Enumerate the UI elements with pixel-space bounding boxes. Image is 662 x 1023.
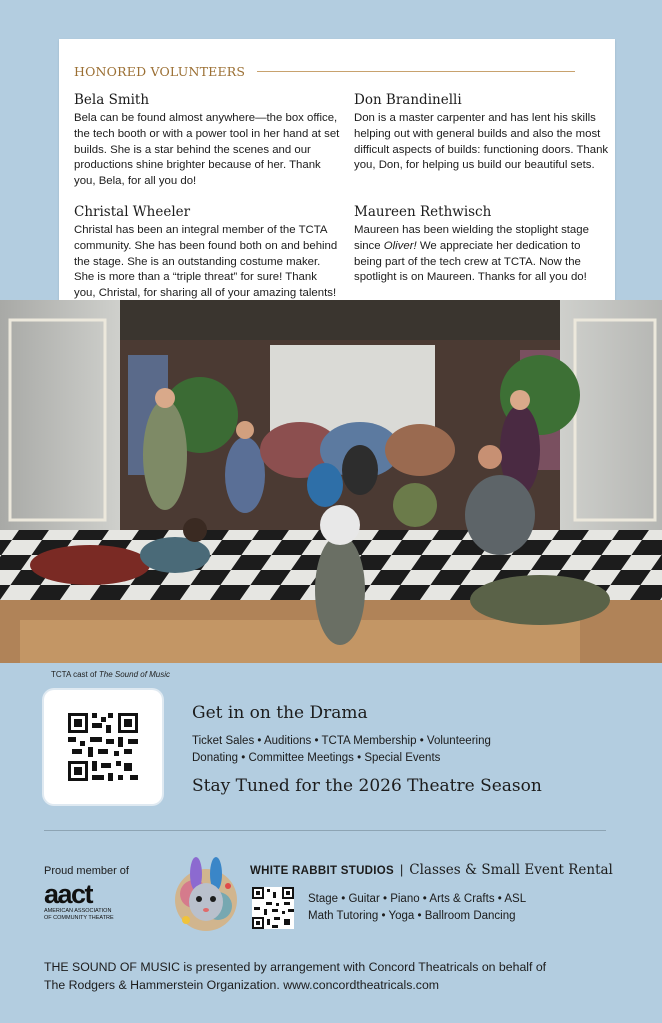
aact-org-line: AMERICAN ASSOCIATION xyxy=(44,908,112,914)
white-rabbit-offerings xyxy=(308,891,526,925)
licensing-note xyxy=(44,958,614,994)
qr-code-frame[interactable] xyxy=(44,690,162,804)
bio-show-title: Oliver! xyxy=(383,239,417,252)
volunteer-bio: Don is a master carpenter and has lent his skills helping out with general builds and also the most difficult aspects of builds: functioning doors. Thank you, Don, for helping us build our beautiful sets. xyxy=(354,112,609,172)
volunteer-bio xyxy=(354,223,604,286)
cast-photo-illustration xyxy=(0,300,662,663)
stay-tuned-heading: Stay Tuned for the 2026 Theatre Season xyxy=(192,776,542,796)
header-rule xyxy=(257,71,575,72)
volunteer-christal-wheeler xyxy=(74,204,340,302)
offerings-line: Stage • Guitar • Piano • Arts & Crafts • ASL xyxy=(308,893,527,905)
bio-text-start: Maureen has been wielding the stoplight stage since xyxy=(354,224,589,252)
photo-caption xyxy=(51,670,170,679)
aact-logo-icon xyxy=(44,880,114,922)
white-rabbit-subtitle: Classes & Small Event Rental xyxy=(409,862,613,878)
caption-show-title: The Sound of Music xyxy=(98,670,171,679)
title-divider: | xyxy=(400,863,404,877)
rabbit-logo-icon xyxy=(172,856,240,936)
volunteer-name: Christal Wheeler xyxy=(74,204,191,220)
white-rabbit-title xyxy=(250,862,613,878)
aact-org-line: OF COMMUNITY THEATRE xyxy=(44,915,114,921)
volunteer-maureen-rethwisch xyxy=(354,204,604,286)
drama-line: Donating • Committee Meetings • Special Events xyxy=(192,751,441,764)
licensing-line: THE SOUND OF MUSIC is presented by arrangement with Concord Theatricals on behalf of xyxy=(44,960,547,974)
qr-code-icon[interactable] xyxy=(252,887,294,929)
drama-title: Get in on the Drama xyxy=(192,703,368,723)
white-rabbit-name: WHITE RABBIT STUDIOS xyxy=(250,865,394,877)
volunteer-name: Don Brandinelli xyxy=(354,92,462,108)
volunteer-name: Maureen Rethwisch xyxy=(354,204,492,220)
offerings-line: Math Tutoring • Yoga • Ballroom Dancing xyxy=(308,910,516,922)
proud-member-label: Proud member of xyxy=(44,865,129,877)
bio-text-end: We appreciate her dedication to being part of the tech crew at TCTA. Now the spotlight is on Maureen. Thanks for all you do! xyxy=(354,239,587,284)
volunteer-name: Bela Smith xyxy=(74,92,150,108)
drama-line: Ticket Sales • Auditions • TCTA Membership • Volunteering xyxy=(192,735,491,747)
licensing-line: The Rodgers & Hammerstein Organization. www.concordtheatricals.com xyxy=(44,978,440,992)
volunteer-bio: Bela can be found almost anywhere—the box office, the tech booth or with a power tool in her hand at set builds. She is a star behind the scenes and our productions shine brighter because of her. Thank you, Bela, for all you do! xyxy=(74,112,340,188)
volunteer-bela-smith xyxy=(74,92,340,190)
honored-volunteers-card xyxy=(59,39,615,340)
aact-logo-text: aact xyxy=(44,879,93,909)
qr-code-icon xyxy=(68,713,138,781)
section-title: HONORED VOLUNTEERS xyxy=(74,63,246,79)
caption-text: TCTA cast of xyxy=(51,670,99,679)
card-header xyxy=(74,63,575,79)
drama-activities xyxy=(192,733,491,766)
volunteer-don-brandinelli xyxy=(354,92,620,174)
section-divider xyxy=(44,830,606,831)
cast-photo xyxy=(0,300,662,663)
volunteer-bio: Christal has been an integral member of the TCTA community. She has been found both on and behind the stage. She is an outstanding costume maker. She is more than a “triple threat” for sure! Thank you, Christal, for sharing all of your amazing talents! xyxy=(74,224,338,300)
